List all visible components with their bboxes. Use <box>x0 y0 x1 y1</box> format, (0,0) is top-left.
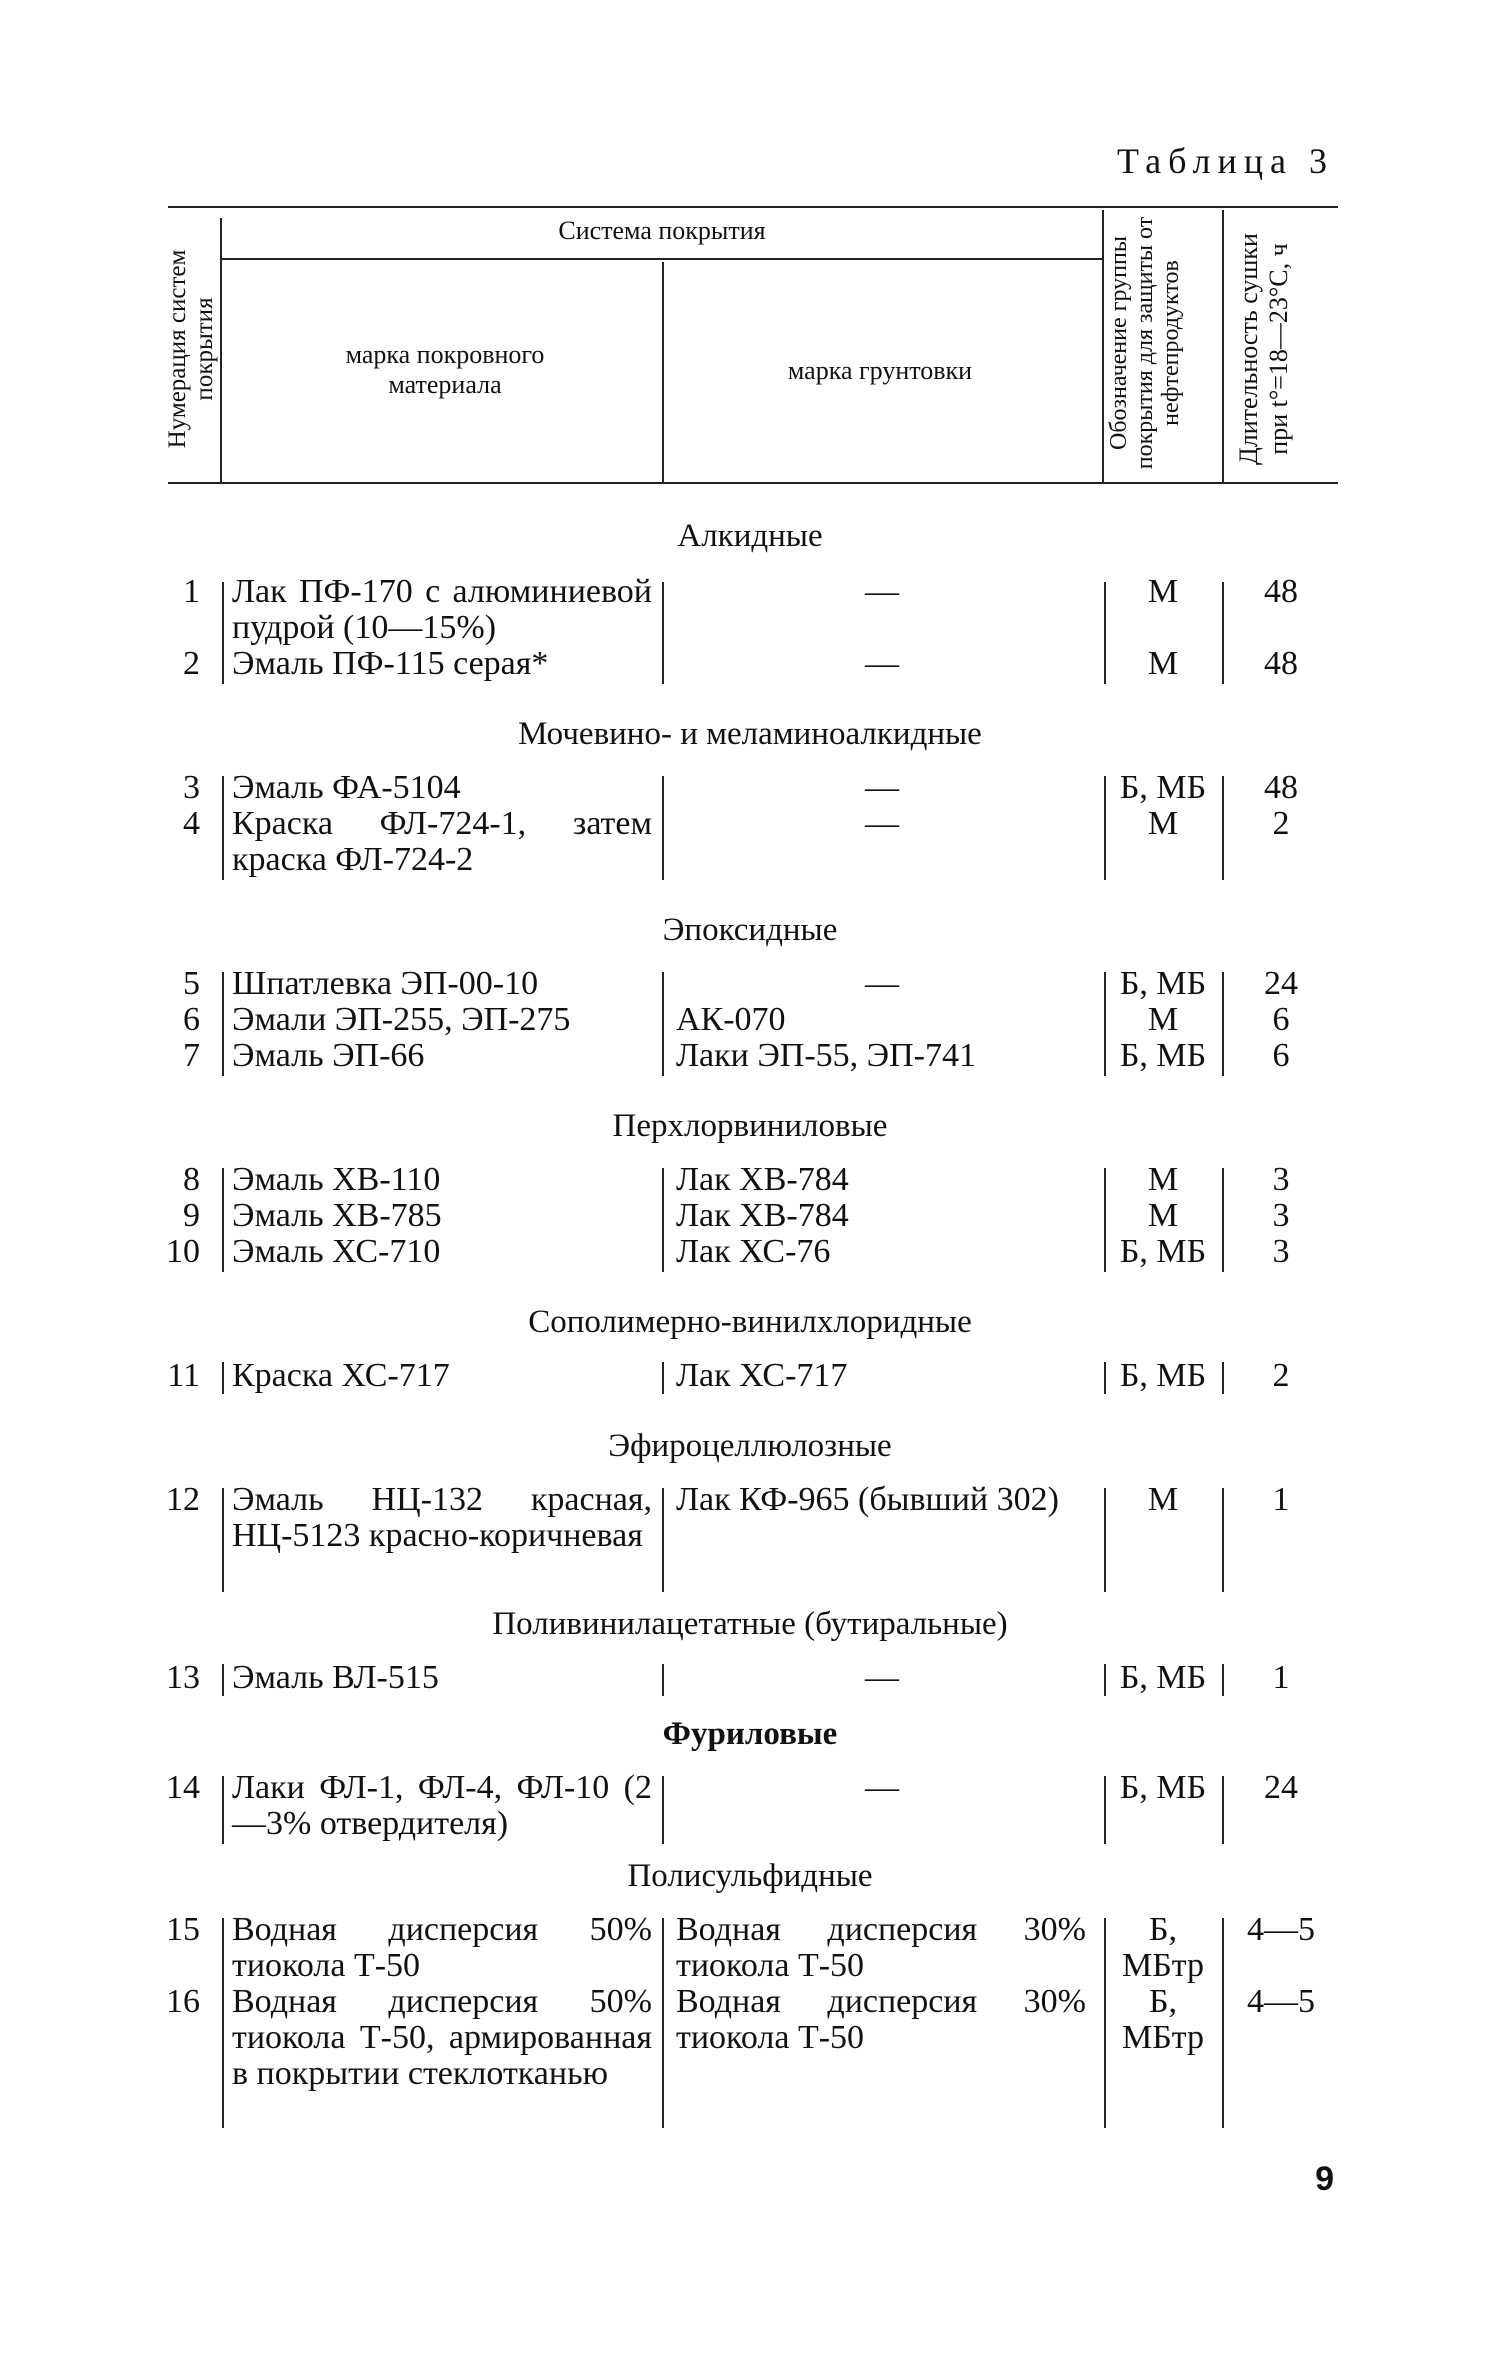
topcoat-cell: Эмаль ХС-710 <box>232 1233 441 1270</box>
cell-bar <box>222 1664 224 1696</box>
cell-bar <box>662 1362 664 1394</box>
cell-bar <box>662 582 664 684</box>
cell-bar <box>1104 582 1106 684</box>
header-divider <box>1222 210 1224 482</box>
cell-bar <box>1104 1488 1106 1592</box>
section-title: Поливинилацетатные (бутиральные) <box>492 1606 1008 1642</box>
primer-cell: — <box>865 645 899 682</box>
header-divider <box>220 218 222 482</box>
group-cell: Б, МБтр <box>1121 1911 1205 1984</box>
header-divider <box>662 262 664 482</box>
cell-bar <box>1104 972 1106 1076</box>
group-cell: Б, МБ <box>1119 1233 1207 1270</box>
cell-bar <box>222 1918 224 2128</box>
group-cell: М <box>1147 1197 1179 1234</box>
cell-bar <box>1222 1776 1224 1844</box>
primer-cell: — <box>865 965 899 1002</box>
cell-bar <box>662 1664 664 1696</box>
group-cell: Б, МБ <box>1119 1659 1207 1696</box>
header-group: Обозначение группы покрытия для защиты от нефтепродуктов <box>1106 216 1184 470</box>
row-number: 9 <box>183 1197 200 1234</box>
drying-cell: 6 <box>1272 1037 1290 1074</box>
cell-bar <box>222 776 224 880</box>
topcoat-cell: Эмаль ПФ-115 серая* <box>232 645 549 682</box>
section-title: Мочевино- и меламиноалкидные <box>518 716 982 752</box>
topcoat-cell: Эмаль ХВ-785 <box>232 1197 442 1234</box>
primer-cell: Лак ХС-76 <box>676 1233 831 1270</box>
row-number: 8 <box>183 1161 200 1198</box>
primer-cell: — <box>865 1659 899 1696</box>
primer-cell: АК-070 <box>676 1001 786 1038</box>
section-title: Перхлорвиниловые <box>612 1108 888 1144</box>
header-sub-rule <box>222 258 1102 260</box>
table-caption: Таблица 3 <box>1117 141 1334 181</box>
header-primer: марка грунтовки <box>787 356 973 385</box>
group-cell: М <box>1147 573 1179 610</box>
header-bottom-rule <box>168 482 1338 484</box>
primer-cell: Лак ХВ-784 <box>676 1197 849 1234</box>
topcoat-cell: Эмаль ВЛ-515 <box>232 1659 439 1696</box>
cell-bar <box>662 1488 664 1592</box>
cell-bar <box>1104 1776 1106 1844</box>
primer-cell: Лак ХВ-784 <box>676 1161 849 1198</box>
topcoat-cell: Эмали ЭП-255, ЭП-275 <box>232 1001 571 1038</box>
topcoat-cell: Краска ХС-717 <box>232 1357 450 1394</box>
row-number: 15 <box>166 1911 200 1948</box>
primer-cell: Водная дисперсия 30% тиокола Т-50 <box>676 1911 1086 1984</box>
section-title: Сополимерно-винилхлоридные <box>528 1304 972 1340</box>
section-title: Эфироцеллюлозные <box>608 1428 892 1464</box>
section-title: Фуриловые <box>662 1716 838 1752</box>
group-cell: Б, МБ <box>1119 1037 1207 1074</box>
primer-cell: — <box>865 1769 899 1806</box>
row-number: 14 <box>166 1769 200 1806</box>
header-topcoat: марка покровного материала <box>345 340 545 399</box>
section-title: Алкидные <box>677 518 823 554</box>
group-cell: Б, МБ <box>1119 1357 1207 1394</box>
cell-bar <box>1104 1918 1106 2128</box>
row-number: 3 <box>183 769 200 806</box>
drying-cell: 48 <box>1264 573 1298 610</box>
row-number: 16 <box>166 1983 200 2020</box>
header-numbering: Нумерация систем покрытия <box>164 249 218 449</box>
row-number: 12 <box>166 1481 200 1518</box>
cell-bar <box>1222 776 1224 880</box>
cell-bar <box>1222 1664 1224 1696</box>
header-top-rule <box>168 206 1338 208</box>
drying-cell: 2 <box>1272 805 1290 842</box>
page-number: 9 <box>1315 2160 1334 2198</box>
cell-bar <box>662 1168 664 1272</box>
cell-bar <box>1104 1664 1106 1696</box>
row-number: 13 <box>166 1659 200 1696</box>
row-number: 6 <box>183 1001 200 1038</box>
row-number: 7 <box>183 1037 200 1074</box>
row-number: 11 <box>167 1357 200 1394</box>
topcoat-cell: Эмаль НЦ-132 красная, НЦ-5123 красно-коричневая <box>232 1481 652 1554</box>
drying-cell: 48 <box>1264 645 1298 682</box>
row-number: 10 <box>166 1233 200 1270</box>
drying-cell: 4—5 <box>1247 1983 1315 2020</box>
cell-bar <box>222 1488 224 1592</box>
cell-bar <box>662 1776 664 1844</box>
cell-bar <box>662 972 664 1076</box>
drying-cell: 2 <box>1272 1357 1290 1394</box>
section-title: Эпоксидные <box>662 912 838 948</box>
cell-bar <box>222 1776 224 1844</box>
cell-bar <box>222 1362 224 1394</box>
cell-bar <box>1222 1362 1224 1394</box>
cell-bar <box>1222 1168 1224 1272</box>
group-cell: М <box>1147 1161 1179 1198</box>
drying-cell: 3 <box>1272 1233 1290 1270</box>
group-cell: М <box>1147 645 1179 682</box>
topcoat-cell: Водная дисперсия 50% тиокола Т-50 <box>232 1911 652 1984</box>
drying-cell: 6 <box>1272 1001 1290 1038</box>
section-title: Полисульфидные <box>627 1858 873 1894</box>
cell-bar <box>662 776 664 880</box>
group-cell: Б, МБ <box>1119 965 1207 1002</box>
drying-cell: 1 <box>1272 1659 1290 1696</box>
topcoat-cell: Эмаль ХВ-110 <box>232 1161 441 1198</box>
group-cell: М <box>1147 1481 1179 1518</box>
row-number: 5 <box>183 965 200 1002</box>
primer-cell: Лаки ЭП-55, ЭП-741 <box>676 1037 977 1074</box>
cell-bar <box>1222 1488 1224 1592</box>
cell-bar <box>1222 582 1224 684</box>
topcoat-cell: Шпатлевка ЭП-00-10 <box>232 965 539 1002</box>
cell-bar <box>1104 1362 1106 1394</box>
group-cell: М <box>1147 1001 1179 1038</box>
primer-cell: Лак КФ-965 (бывший 302) <box>676 1481 1059 1518</box>
header-divider <box>1102 210 1104 482</box>
group-cell: Б, МБ <box>1119 1769 1207 1806</box>
drying-cell: 1 <box>1272 1481 1290 1518</box>
topcoat-cell: Эмаль ЭП-66 <box>232 1037 425 1074</box>
drying-cell: 24 <box>1264 965 1298 1002</box>
topcoat-cell: Лаки ФЛ-1, ФЛ-4, ФЛ-10 (2—3% отвердителя) <box>232 1769 652 1842</box>
drying-cell: 48 <box>1264 769 1298 806</box>
row-number: 4 <box>183 805 200 842</box>
group-cell: Б, МБтр <box>1121 1983 1205 2056</box>
topcoat-cell: Водная дисперсия 50% тиокола Т-50, армированная в покрытии стеклотканью <box>232 1983 652 2092</box>
cell-bar <box>222 582 224 684</box>
cell-bar <box>1104 1168 1106 1272</box>
topcoat-cell: Эмаль ФА-5104 <box>232 769 461 806</box>
topcoat-cell: Лак ПФ-170 с алюминиевой пудрой (10—15%) <box>232 573 652 646</box>
drying-cell: 3 <box>1272 1197 1290 1234</box>
primer-cell: — <box>865 573 899 610</box>
primer-cell: Водная дисперсия 30% тиокола Т-50 <box>676 1983 1086 2056</box>
group-cell: М <box>1147 805 1179 842</box>
cell-bar <box>1104 776 1106 880</box>
row-number: 1 <box>183 573 200 610</box>
cell-bar <box>1222 1918 1224 2128</box>
cell-bar <box>1222 972 1224 1076</box>
primer-cell: — <box>865 805 899 842</box>
drying-cell: 24 <box>1264 1769 1298 1806</box>
primer-cell: — <box>865 769 899 806</box>
topcoat-cell: Краска ФЛ-724-1, затем краска ФЛ-724-2 <box>232 805 652 878</box>
header-drying: Длительность сушки при t°=18—23°С, ч <box>1234 233 1293 465</box>
cell-bar <box>222 972 224 1076</box>
primer-cell: Лак ХС-717 <box>676 1357 848 1394</box>
cell-bar <box>662 1918 664 2128</box>
cell-bar <box>222 1168 224 1272</box>
drying-cell: 4—5 <box>1247 1911 1315 1948</box>
drying-cell: 3 <box>1272 1161 1290 1198</box>
row-number: 2 <box>183 645 200 682</box>
group-cell: Б, МБ <box>1119 769 1207 806</box>
header-system-group: Система покрытия <box>558 216 766 245</box>
